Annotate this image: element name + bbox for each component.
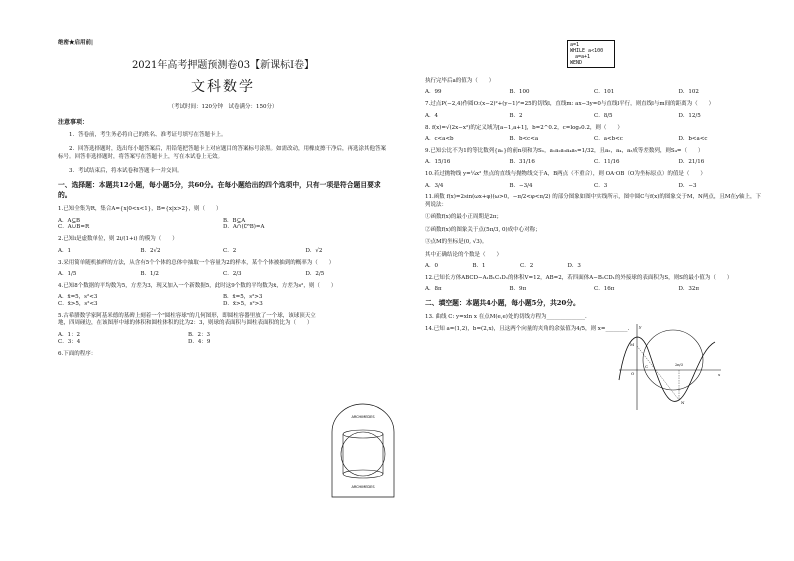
question-4: 4.已知8个数据的平均数为5，方差为3，现又加入一个新数据5，此时这9个数的平均数为x̄，方差为s²，则（ ） — [58, 282, 337, 289]
tick-2pi3: 2π/3 — [675, 363, 683, 367]
option: B．9π — [509, 286, 527, 293]
question-9: 9.已知公比不为1的等比数列{aₙ}的前n项和为Sₙ，a₁a₂a₃a₄a₅=1/32，且a₂，a₄，a₃成等差数列，则S₄=（ ） — [425, 147, 704, 154]
code-line: WHILE a<100 — [570, 48, 604, 54]
question-6-cont: 执行完毕后a的值为（ ） — [425, 78, 495, 84]
question-11-ask: 其中正确结论的个数是（ ） — [425, 251, 503, 258]
option: D．21/16 — [678, 159, 705, 166]
code-line: a=a+1 — [570, 54, 591, 60]
option: C．3 — [594, 182, 608, 189]
option: B．b<c<a — [509, 136, 539, 143]
sine-graph-figure — [615, 320, 725, 412]
question-13: 13. 曲线 C: y=xln x 在点M(e,e)处的切线方程为______________. — [425, 314, 587, 321]
option: C．8/5 — [594, 112, 613, 119]
option: B．2√2 — [140, 247, 161, 254]
options-6 — [425, 89, 763, 96]
code-line: WEND — [570, 60, 583, 66]
notice-item: 2．回答选择题时，选出每小题答案后，用铅笔把答题卡上对应题目的答案标号涂黑。如需改动，用橡皮擦干净后，再选涂其他答案标号。回答非选择题时，将答案写在答题卡上，写在本试卷上无效。 — [58, 145, 387, 161]
option: D．b<a<c — [678, 136, 708, 143]
y-label: y — [639, 324, 642, 329]
option: D．A∩(∁ᴿB)=A — [223, 224, 265, 231]
option: B．x̄=5，s²>3 — [223, 294, 263, 301]
option: A．1：2 — [58, 331, 80, 338]
option: D．3 — [567, 263, 581, 270]
option: C．2 — [223, 247, 237, 254]
option: C．16π — [594, 286, 615, 293]
option: C．11/16 — [594, 159, 620, 166]
question-2: 2.已知i是虚数单位，则 2i/(1+i) 的模为（ ） — [58, 236, 178, 243]
options-1 — [58, 218, 388, 232]
notice-item: 1．答卷前，考生务必将自己的姓名、准考证号填写在答题卡上。 — [69, 132, 227, 139]
options-10 — [425, 183, 763, 190]
option: D．√2 — [305, 247, 323, 254]
option: B．−3/4 — [509, 182, 533, 189]
cylinder-sphere-figure — [330, 402, 396, 498]
options-12 — [425, 286, 763, 293]
question-10: 10.若过抛物线 y=¼x² 焦点的直线与抛物线交于A，B两点（不重合），则 OA·OB（O为坐标原点）的值是（ ） — [425, 171, 706, 178]
x-label: x — [718, 372, 721, 377]
figure-bottom-label: ARCHIMEDES — [351, 485, 375, 489]
statement-2: ②函数f(x)的图象关于点(5π/3, 0)成中心对称； — [425, 226, 541, 233]
question-7: 7.过点P(−2,4)作圆O:(x−2)²+(y−1)²=25的切线l，直线m: ax−3y=0与直线l平行，则直线l与m间的距离为（ ） — [425, 101, 715, 108]
option: B．B⊆A — [223, 217, 246, 224]
left-column — [58, 40, 388, 358]
option: D．x̄>5，s²>3 — [223, 301, 263, 308]
diameter-line — [637, 346, 679, 400]
option: D．4：9 — [188, 338, 211, 345]
code-line: a=1 — [570, 42, 580, 48]
option: A．0 — [425, 263, 438, 270]
options-7 — [425, 113, 763, 120]
options-4 — [58, 294, 388, 308]
question-3: 3.采用简单随机抽样的方法，从含有5个个体的总体中抽取一个容量为2的样本，某个个体被抽到的概率为（ ） — [58, 259, 335, 266]
option: B．2 — [509, 112, 523, 119]
notice-item: 3．考试结束后，将本试卷和答题卡一并交回。 — [69, 167, 183, 174]
option: C．2/3 — [223, 271, 242, 278]
exam-info: （考试时间：120分钟 试卷满分：150分） — [168, 104, 278, 110]
point-c: C — [645, 364, 649, 369]
option: A．c<a<b — [425, 136, 454, 143]
cylinder-top — [343, 430, 383, 438]
option: C．A∪B=R — [58, 224, 90, 231]
option: A．99 — [425, 89, 442, 96]
option: B．31/16 — [509, 159, 535, 166]
option: C．a<b<c — [594, 136, 623, 143]
option: A．x̄=5，s²<3 — [58, 294, 98, 301]
statement-1: ①函数f(x)的最小正周期是2π； — [425, 214, 503, 221]
sphere-outline — [341, 432, 385, 476]
question-12: 12.已知长方体ABCD−A₁B₁C₁D₁的体积V=12，AB=2，若四面体A−B₁CD₁的外接球的表面积为S，则S的最小值为（ ） — [425, 274, 733, 281]
option: B．1/2 — [140, 271, 159, 278]
exam-title: 2021年高考押题预测卷03【新课标Ⅰ卷】 — [131, 60, 315, 71]
options-3 — [58, 271, 388, 278]
question-5: 5.古希腊数学家阿基米德的墓碑上刻着一个"圆柱容球"的几何图形，即圆柱容器里放了一个球，该球顶天立地，四周碰边，在该图形中球的体积和圆柱体积的比为2：3，则球的表面积与圆柱表面积的比为（ ） — [58, 313, 316, 327]
question-14: 14.已知 a=(1,2)，b=(2,x)，且这两个向量的夹角的余弦值为4/5，则 x=________. — [425, 326, 630, 333]
options-8 — [425, 136, 763, 143]
option: D．32π — [678, 286, 700, 293]
option: A．4 — [425, 112, 438, 119]
section-heading: 一、选择题：本题共12小题，每小题5分，共60分。在每小题给出的四个选项中，只有一项是符合题目要求的。 — [58, 181, 381, 200]
option: D．102 — [678, 89, 699, 96]
secret-label: 绝密★启用前| — [58, 40, 94, 46]
options-5 — [58, 332, 318, 346]
option: D．−3 — [678, 182, 697, 189]
option: C．2 — [520, 263, 534, 270]
option: C．x̄>5，s²<3 — [58, 301, 98, 308]
subject-title: 文科数学 — [191, 78, 255, 95]
option: C．3：4 — [58, 338, 81, 345]
option: A．1 — [58, 247, 71, 254]
program-code-box — [567, 40, 615, 68]
options-2 — [58, 248, 388, 255]
options-9 — [425, 159, 763, 166]
point-m: M — [630, 342, 635, 347]
question-11: 11.函数 f(x)=2sin(ωx+φ)(ω>0，−π/2<φ<π/2) 的部分图象如图中实线所示，图中圆C与f(x)的图象交于M，N两点，且M在y轴上，下列说法： — [425, 194, 762, 208]
option: A．15/16 — [425, 159, 451, 166]
option: B．1 — [472, 263, 486, 270]
section-heading: 二、填空题：本题共4小题，每小题5分，共20分。 — [425, 299, 580, 308]
right-column — [425, 78, 763, 334]
option: C．101 — [594, 89, 615, 96]
cylinder-bottom — [343, 470, 383, 478]
statement-3: ③点M的坐标是(0, √3)。 — [425, 239, 488, 246]
figure-top-label: ARCHIMEDES — [351, 415, 375, 419]
option: D．12/5 — [678, 112, 701, 119]
origin-o: O — [631, 371, 635, 376]
option: D．2/5 — [305, 271, 325, 278]
option: A．3/4 — [425, 182, 444, 189]
option: B．2：3 — [188, 331, 211, 338]
options-11 — [425, 263, 615, 270]
question-6: 6.下面的程序： — [58, 350, 97, 357]
question-1: 1.已知全集为R，集合A={x|0<x<1}，B={x|x>2}，则（ ） — [58, 206, 222, 213]
question-8: 8. f(x)=√(2x−x²)的定义域为[a−1,a+1]，b=2^0.2，c=log₂0.2，则（ ） — [425, 124, 623, 131]
option: A．A⊆B — [58, 217, 81, 224]
option: B．100 — [509, 89, 530, 96]
point-n: N — [681, 400, 685, 405]
notice-heading: 注意事项： — [58, 118, 89, 126]
option: A．1/5 — [58, 271, 77, 278]
option: A．8π — [425, 286, 442, 293]
